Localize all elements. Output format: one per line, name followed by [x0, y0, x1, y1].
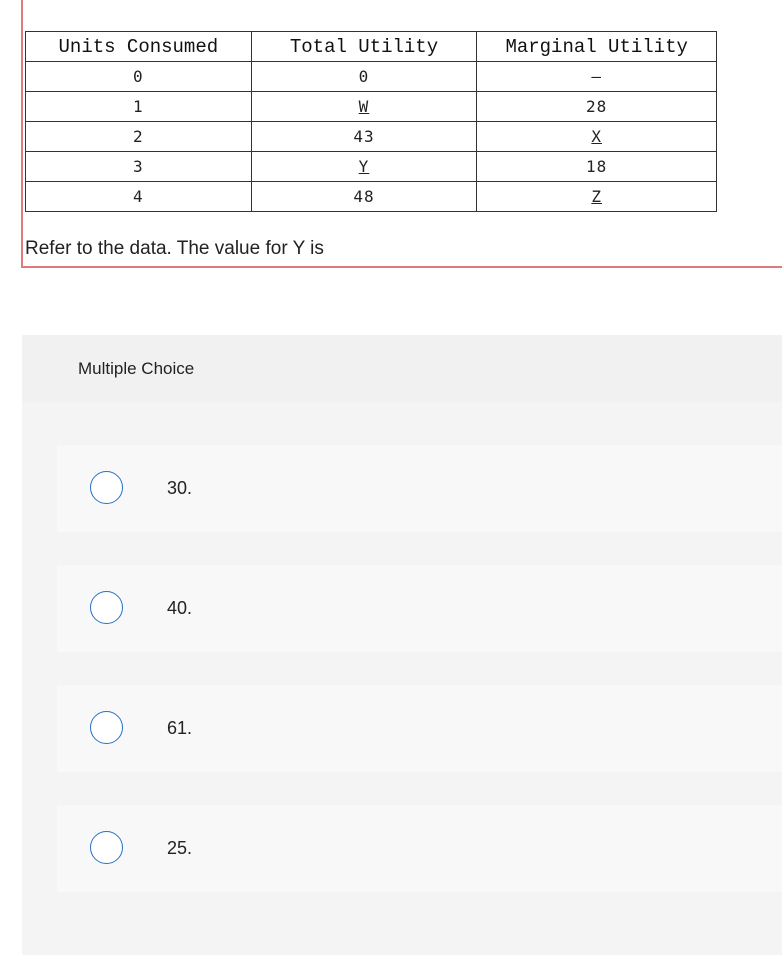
cell-total-utility: Y	[251, 152, 477, 182]
cell-marginal-utility: 28	[477, 92, 717, 122]
table-row	[26, 62, 717, 92]
multiple-choice-header: Multiple Choice	[22, 335, 782, 402]
cell-marginal-utility: Z	[477, 182, 717, 212]
cell-units: 3	[26, 152, 252, 182]
cell-total-utility: 48	[251, 182, 477, 212]
answer-option-b[interactable]	[57, 565, 782, 652]
multiple-choice-options	[22, 402, 782, 955]
multiple-choice-panel	[22, 335, 782, 955]
cell-marginal-utility: –	[477, 62, 717, 92]
table-row	[26, 92, 717, 122]
table-header-row	[26, 32, 717, 62]
radio-button[interactable]	[90, 591, 123, 624]
column-header-units: Units Consumed	[26, 32, 252, 62]
cell-marginal-utility: 18	[477, 152, 717, 182]
radio-button[interactable]	[90, 471, 123, 504]
cell-marginal-utility: X	[477, 122, 717, 152]
answer-option-label: 61.	[167, 718, 193, 738]
cell-units: 2	[26, 122, 252, 152]
answer-option-d[interactable]	[57, 805, 782, 892]
column-header-total-utility: Total Utility	[251, 32, 477, 62]
column-header-marginal-utility: Marginal Utility	[477, 32, 717, 62]
answer-option-label: 30.	[167, 478, 193, 498]
answer-option-c[interactable]	[57, 685, 782, 772]
utility-table	[25, 31, 717, 212]
question-box	[21, 0, 782, 268]
answer-option-label: 25.	[167, 838, 193, 858]
table-row	[26, 122, 717, 152]
cell-units: 1	[26, 92, 252, 122]
radio-button[interactable]	[90, 711, 123, 744]
radio-button[interactable]	[90, 831, 123, 864]
answer-option-a[interactable]	[57, 445, 782, 532]
cell-units: 4	[26, 182, 252, 212]
table-row	[26, 182, 717, 212]
question-prompt: Refer to the data. The value for Y is	[25, 238, 324, 259]
cell-total-utility: 0	[251, 62, 477, 92]
cell-units: 0	[26, 62, 252, 92]
answer-option-label: 40.	[167, 598, 193, 618]
cell-total-utility: 43	[251, 122, 477, 152]
table-row	[26, 152, 717, 182]
cell-total-utility: W	[251, 92, 477, 122]
